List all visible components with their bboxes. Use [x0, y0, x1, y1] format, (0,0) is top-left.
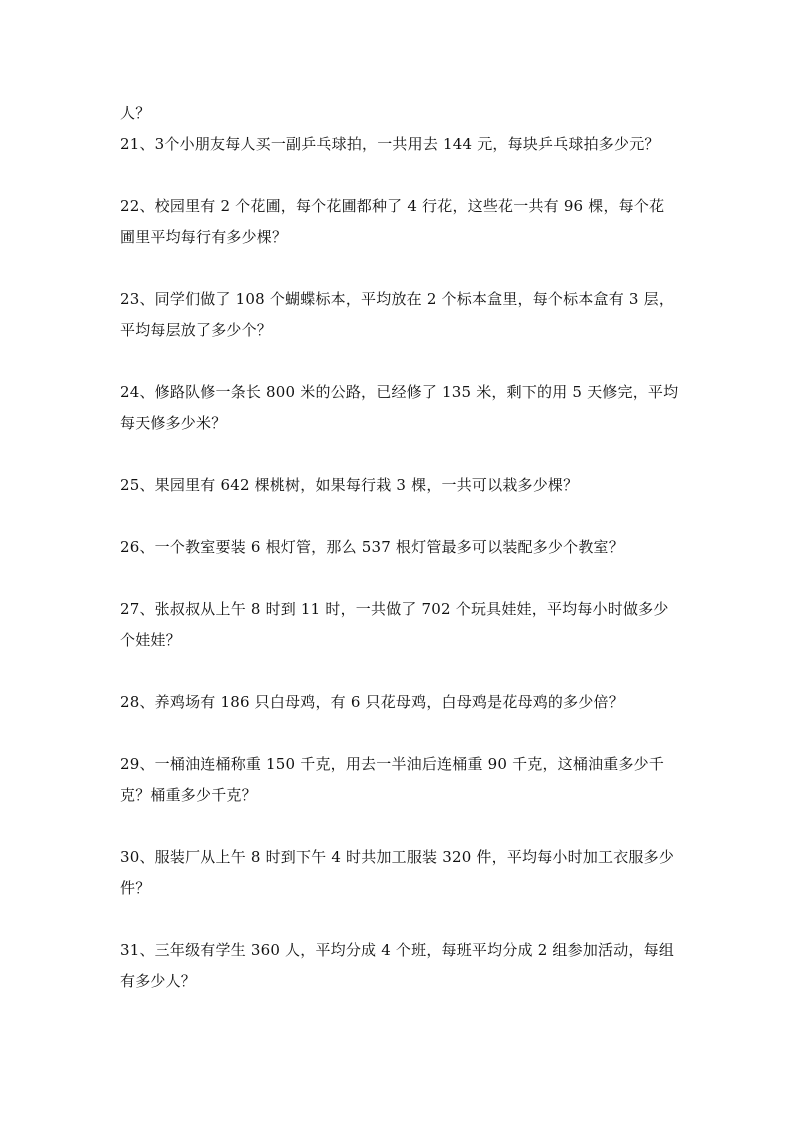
spacer [120, 501, 676, 532]
problem-28: 28、养鸡场有 186 只白母鸡，有 6 只花母鸡，白母鸡是花母鸡的多少倍？ [120, 693, 624, 711]
problem-22-line-1: 22、校园里有 2 个花圃，每个花圃都种了 4 行花，这些花一共有 96 棵，每个花 [120, 197, 665, 215]
problem-27-line-1: 27、张叔叔从上午 8 时到 11 时，一共做了 702 个玩具娃娃，平均每小时做多少 [120, 600, 669, 618]
problem-list [120, 98, 679, 997]
problem-24-line-1: 24、修路队修一条长 800 米的公路，已经修了 135 米，剩下的用 5 天修完，平均 [120, 383, 679, 401]
problem-23-line-1: 23、同学们做了 108 个蝴蝶标本，平均放在 2 个标本盒里，每个标本盒有 3 层， [120, 290, 675, 308]
spacer [120, 904, 676, 935]
problem-30-line-1: 30、服装厂从上午 8 时到下午 4 时共加工服装 320 件，平均每小时加工衣服多少 [120, 848, 675, 866]
spacer [120, 346, 676, 377]
problem-22-line-2: 圃里平均每行有多少棵？ [120, 228, 288, 246]
problem-23-line-2: 平均每层放了多少个？ [120, 321, 273, 339]
spacer [120, 439, 676, 470]
spacer [120, 811, 676, 842]
problem-25: 25、果园里有 642 棵桃树，如果每行栽 3 棵，一共可以栽多少棵？ [120, 476, 579, 494]
problem-27-line-2: 个娃娃？ [120, 631, 181, 649]
problem-29-line-1: 29、一桶油连桶称重 150 千克，用去一半油后连桶重 90 千克，这桶油重多少千 [120, 755, 665, 773]
problem-30-line-2: 件？ [120, 879, 151, 897]
problem-31-line-2: 有多少人？ [120, 972, 197, 990]
spacer [120, 160, 676, 191]
spacer [120, 563, 676, 594]
spacer [120, 656, 676, 687]
spacer [120, 718, 676, 749]
problem-26: 26、一个教室要装 6 根灯管，那么 537 根灯管最多可以装配多少个教室？ [120, 538, 624, 556]
problem-24-line-2: 每天修多少米？ [120, 414, 227, 432]
problem-31-line-1: 31、三年级有学生 360 人，平均分成 4 个班，每班平均分成 2 组参加活动，每组 [120, 941, 675, 959]
spacer [120, 253, 676, 284]
problem-29-line-2: 克？桶重多少千克？ [120, 786, 257, 804]
problem-21: 21、3个小朋友每人买一副乒乓球拍，一共用去 144 元，每块乒乓球拍多少元？ [120, 135, 660, 153]
problem-20-continuation: 人？ [120, 104, 151, 122]
